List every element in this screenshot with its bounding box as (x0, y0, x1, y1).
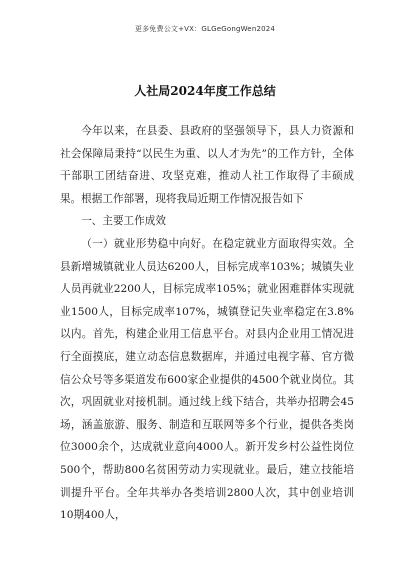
employment-paragraph: （一）就业形势稳中向好。在稳定就业方面取得实效。全县新增城镇就业人员达6200人，目标完成率103%；城镇失业人员再就业2200人，目标完成率105%；就业困难群体实现就业1500人，目标完成率107%，城镇登记失业率稳定在3.8%以内。首先，构建企业用工信息平台。对县内企业用工情况进行全面摸底，建立动态信息数据库，并通过电视字幕、官方微信公众号等多渠道发布600家企业提供的4500个就业岗位。其次，巩固就业对接机制。通过线上线下结合，共举办招聘会45场，涵盖旅游、服务、制造和互联网等多个行业，提供各类岗位3000余个，达成就业意向4000人。新开发乡村公益性岗位500个，帮助800名贫困劳动力实现就业。最后，建立技能培训提升平台。全年共举办各类培训2800人次，其中创业培训10期400人， (60, 237, 354, 522)
document-title: 人社局2024年度工作总结 (134, 84, 276, 98)
section-heading: 一、主要工作成效 (81, 215, 166, 228)
header-note: 更多免费公文+VX：GLGeGongWen2024 (134, 25, 276, 33)
document-body (60, 120, 354, 527)
intro-paragraph: 今年以来，在县委、县政府的坚强领导下，县人力资源和社会保障局秉持“以民生为重、以人才为先”的工作方针，全体干部职工团结奋进、攻坚克难，推动人社工作取得了丰硕成果。根据工作部署，现将我局近期工作情况报告如下 (60, 125, 354, 205)
